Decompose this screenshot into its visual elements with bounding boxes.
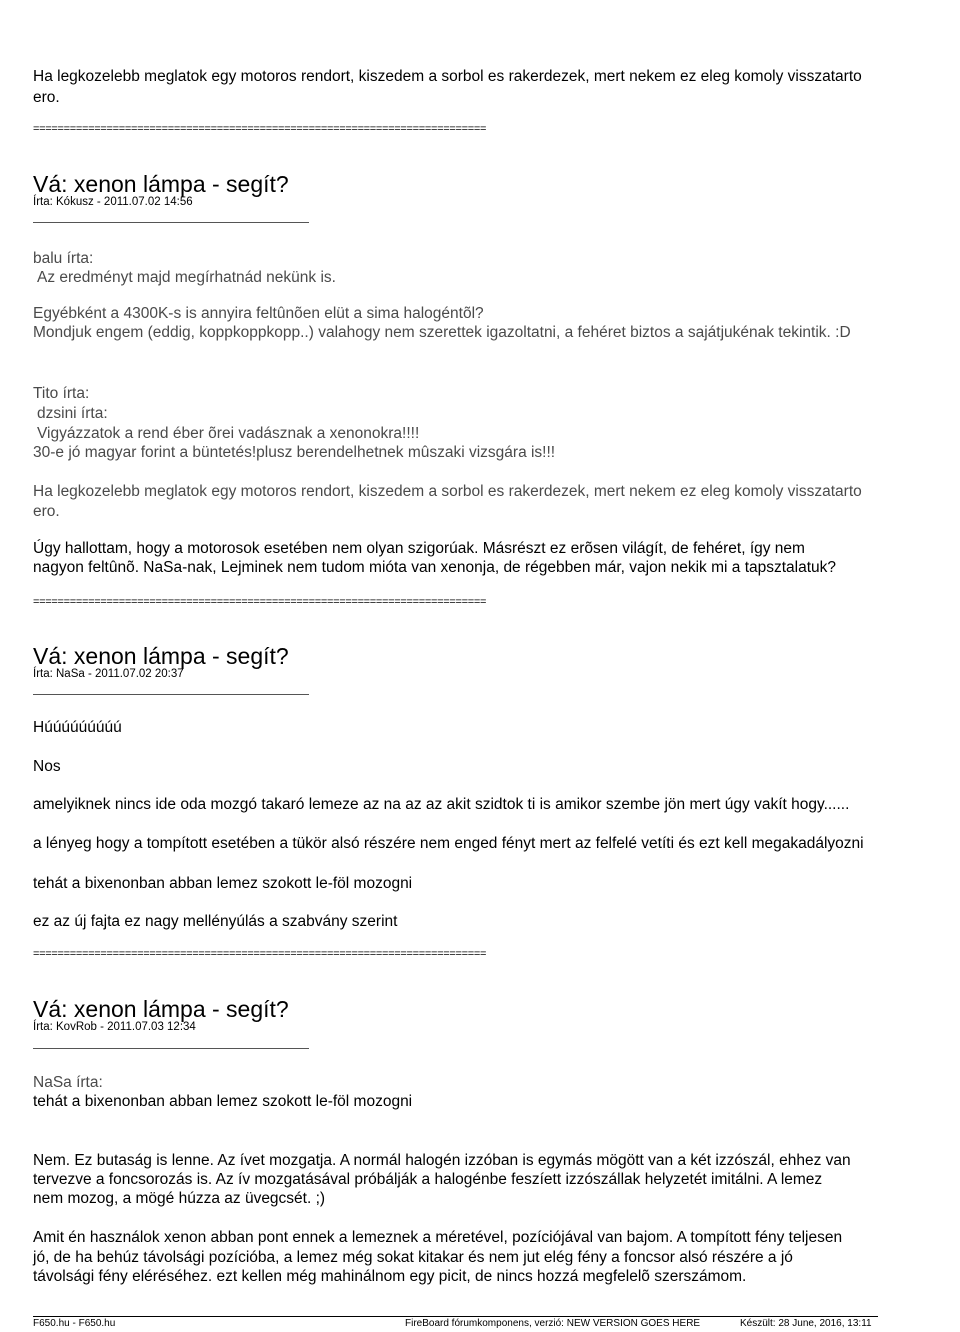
post-meta: Írta: Kókusz - 2011.07.02 14:56 <box>33 196 193 208</box>
post-line: nagyon feltûnõ. NaSa-nak, Lejminek nem tudom mióta van xenonja, de régebben már, vajon nekik mi a tapsztalatuk? <box>33 559 837 576</box>
quote-text: Vigyázzatok a rend éber õrei vadásznak a xenonokra!!!! <box>37 425 420 442</box>
post-line: tehát a bixenonban abban lemez szokott le-föl mozogni <box>33 875 413 892</box>
post-line: Mondjuk engem (eddig, koppkoppkopp..) valahogy nem szerettek igazoltatni, a fehéret biztos a sajátjukénak tekintik. :D <box>33 324 851 341</box>
post-line: Nos <box>33 758 61 775</box>
quote-text: Az eredményt majd megírhatnád nekünk is. <box>37 269 336 286</box>
post-meta: Írta: KovRob - 2011.07.03 12:34 <box>33 1021 196 1033</box>
post-line: Amit én használok xenon abban pont ennek a lemeznek a méretével, pozíciójával van bajom. A tompított fény teljesen <box>33 1229 843 1246</box>
quote-author: NaSa írta: <box>33 1074 103 1091</box>
footer-divider <box>33 1316 878 1317</box>
post-divider <box>33 694 309 695</box>
post-line: Nem. Ez butaság is lenne. Az ívet mozgatja. A normál halogén izzóban is egymás mögött van a két izzószál, ehhez van <box>33 1152 851 1169</box>
footer-component: FireBoard fórumkomponens, verzió: NEW VERSION GOES HERE <box>405 1318 701 1329</box>
post-title: Vá: xenon lámpa - segít? <box>33 996 289 1022</box>
post-line: a lényeg hogy a tompított esetében a tükör alsó részére nem enged fényt mert az felfelé vetíti és ezt kell megakadályozni <box>33 835 864 852</box>
quote-author: balu írta: <box>33 250 94 267</box>
footer-date: Készült: 28 June, 2016, 13:11 <box>740 1318 872 1329</box>
post-line: amelyiknek nincs ide oda mozgó takaró lemeze az na az az akit szidtok ti is amikor szembe jön mert úgy vakít hogy...... <box>33 796 850 813</box>
post-line: nem mozog, a mögé húzza az üvegcsét. ;) <box>33 1190 326 1207</box>
post-line: ero. <box>33 503 60 520</box>
post-line: Úgy hallottam, hogy a motorosok esetében nem olyan szigorúak. Másrészt ez erõsen világít, de fehéret, így nem <box>33 540 805 557</box>
quote-text: tehát a bixenonban abban lemez szokott le-föl mozogni <box>33 1093 413 1110</box>
separator: ========================================================================== <box>33 596 487 608</box>
quote-author: Tito írta: <box>33 385 90 402</box>
post-title: Vá: xenon lámpa - segít? <box>33 643 289 669</box>
post-line: távolsági fény eléréséhez. ezt kellen még mahinálnom egy picit, de nincs hozzá megfelelõ szerszámom. <box>33 1268 747 1285</box>
post-line: jó, de ha behúz távolsági pozícióba, a lemez még sokat kitakar és nem jut elég fény a foncsor alsó részére a jó <box>33 1249 793 1266</box>
separator: ========================================================================== <box>33 948 487 960</box>
footer-site: F650.hu - F650.hu <box>33 1318 116 1329</box>
intro-line-1: Ha legkozelebb meglatok egy motoros rendort, kiszedem a sorbol es rakerdezek, mert nekem ez eleg komoly visszatarto <box>33 68 862 85</box>
quote-author: dzsini írta: <box>37 405 108 422</box>
post-divider <box>33 1048 309 1049</box>
post-line: tervezve a foncsorozás is. Az ív mozgatásával próbálják a halogénbe feszíett izzószállak helyzetét imitálni. A lemez <box>33 1171 823 1188</box>
post-line: Húúúúúúúúú <box>33 719 122 736</box>
post-meta: Írta: NaSa - 2011.07.02 20:37 <box>33 668 184 680</box>
intro-line-2: ero. <box>33 89 60 106</box>
post-line: ez az új fajta ez nagy mellényúlás a szabvány szerint <box>33 913 398 930</box>
post-divider <box>33 222 309 223</box>
post-line: Egyébként a 4300K-s is annyira feltûnõen elüt a sima halogéntõl? <box>33 305 484 322</box>
quote-text: 30-e jó magyar forint a büntetés!plusz berendelhetnek mûszaki vizsgára is!!! <box>33 444 556 461</box>
post-line: Ha legkozelebb meglatok egy motoros rendort, kiszedem a sorbol es rakerdezek, mert nekem ez eleg komoly visszatarto <box>33 483 862 500</box>
separator: ========================================================================== <box>33 123 487 135</box>
post-title: Vá: xenon lámpa - segít? <box>33 171 289 197</box>
